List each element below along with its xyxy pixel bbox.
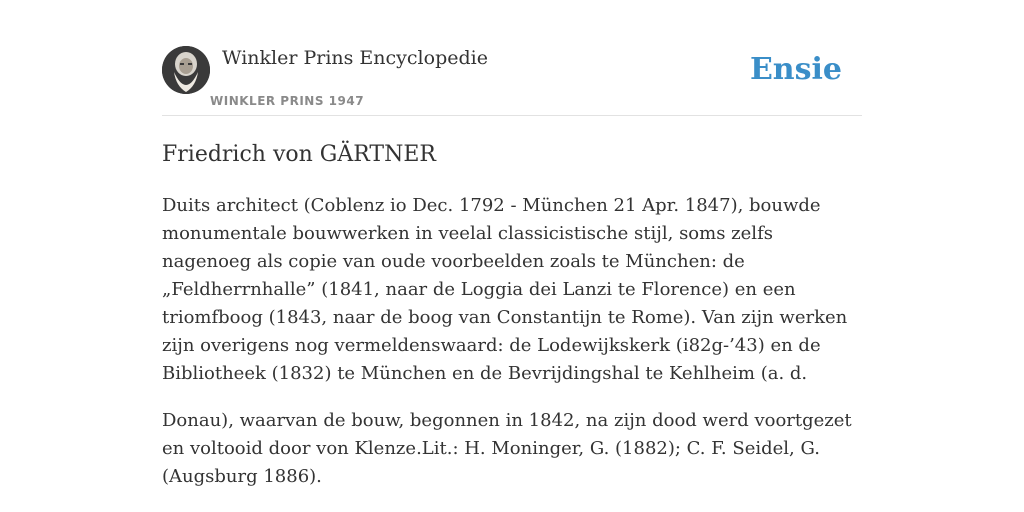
- brand-logo[interactable]: Ensie: [749, 52, 842, 87]
- edition-label[interactable]: WINKLER PRINS 1947: [210, 94, 365, 108]
- site-title[interactable]: Winkler Prins Encyclopedie: [222, 47, 488, 69]
- portrait-icon: [162, 46, 210, 94]
- article-paragraph: Duits architect (Coblenz io Dec. 1792 - München 21 Apr. 1847), bouwde monumentale bouwwerken in veelal classicistische stijl, soms zelfs nagenoeg als copie van oude voorbeelden zoals te München: de „Feldherrnhalle” (1841, naar de Loggia dei Lanzi te Florence) en een triomfboog (1843, naar de boog van Constantijn te Rome). Van zijn werken zijn overigens nog vermeldenswaard: de Lodewijkskerk (i82g-’43) en de Bibliotheek (1832) te München en de Bevrijdingshal te Kehlheim (a. d.: [162, 195, 848, 384]
- site-header: [162, 46, 862, 116]
- article-title: Friedrich von GÄRTNER: [162, 142, 436, 167]
- article-body: [162, 192, 864, 510]
- article-paragraph: Donau), waarvan de bouw, begonnen in 1842, na zijn dood werd voortgezet en voltooid door von Klenze.Lit.: H. Moninger, G. (1882); C. F. Seidel, G. (Augsburg 1886).: [162, 410, 852, 487]
- portrait-avatar[interactable]: [162, 46, 210, 94]
